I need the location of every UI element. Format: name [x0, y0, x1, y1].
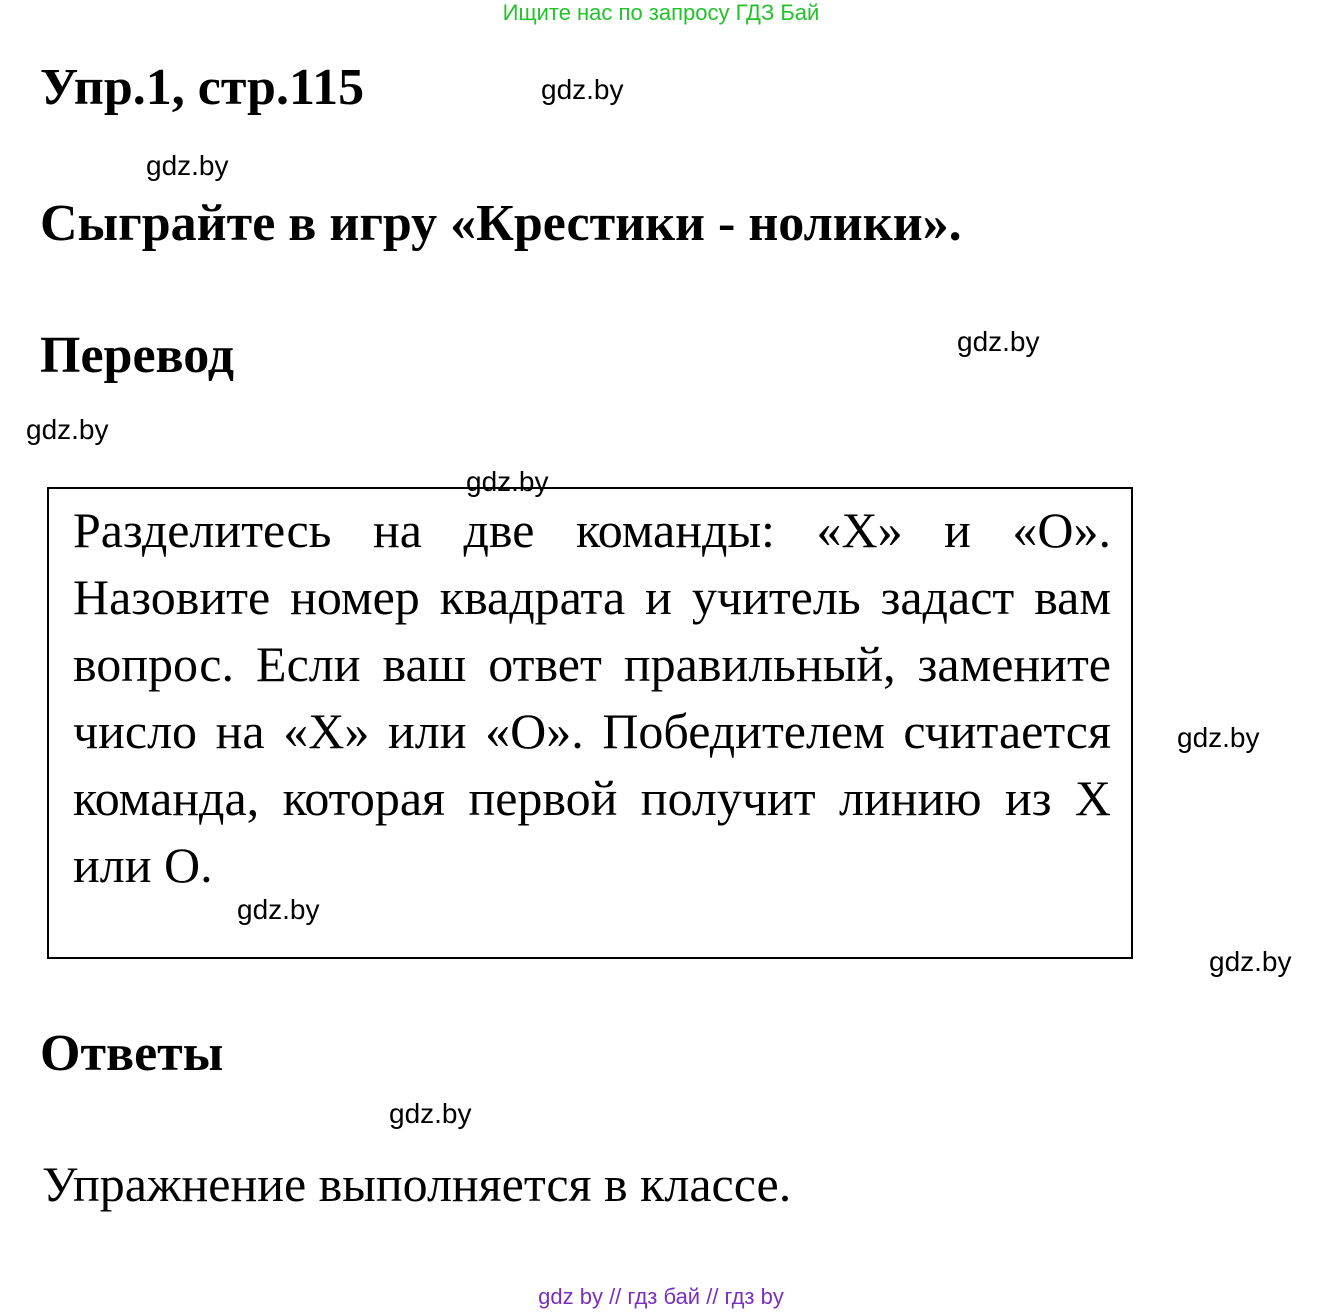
watermark: gdz.by — [389, 1098, 472, 1129]
answers-heading: Ответы — [40, 1025, 224, 1082]
watermark: gdz.by — [541, 74, 624, 105]
exercise-title: Упр.1, стр.115 — [40, 59, 365, 116]
watermark: gdz.by — [1177, 722, 1260, 753]
watermark: gdz.by — [1209, 946, 1292, 977]
task-text: Сыграйте в игру «Крестики - нолики». — [40, 195, 962, 252]
translation-box — [47, 487, 1133, 959]
watermark: gdz.by — [466, 466, 549, 497]
watermark: gdz.by — [237, 894, 320, 925]
answer-text: Упражнение выполняется в классе. — [42, 1156, 792, 1212]
translation-heading: Перевод — [40, 327, 235, 384]
footer-links[interactable]: gdz by // гдз бай // гдз by — [538, 1284, 784, 1309]
translation-text: Разделитесь на две команды: «X» и «O». Назовите номер квадрата и учитель задаст вам вопрос. Если ваш ответ правильный, замените число на «X» или «O». Победителем считается команда, которая первой получит линию из X или O. — [73, 502, 1111, 893]
top-banner[interactable]: Ищите нас по запросу ГДЗ Бай — [502, 0, 820, 25]
watermark: gdz.by — [957, 326, 1040, 357]
watermark: gdz.by — [146, 150, 229, 181]
watermark: gdz.by — [26, 414, 109, 445]
